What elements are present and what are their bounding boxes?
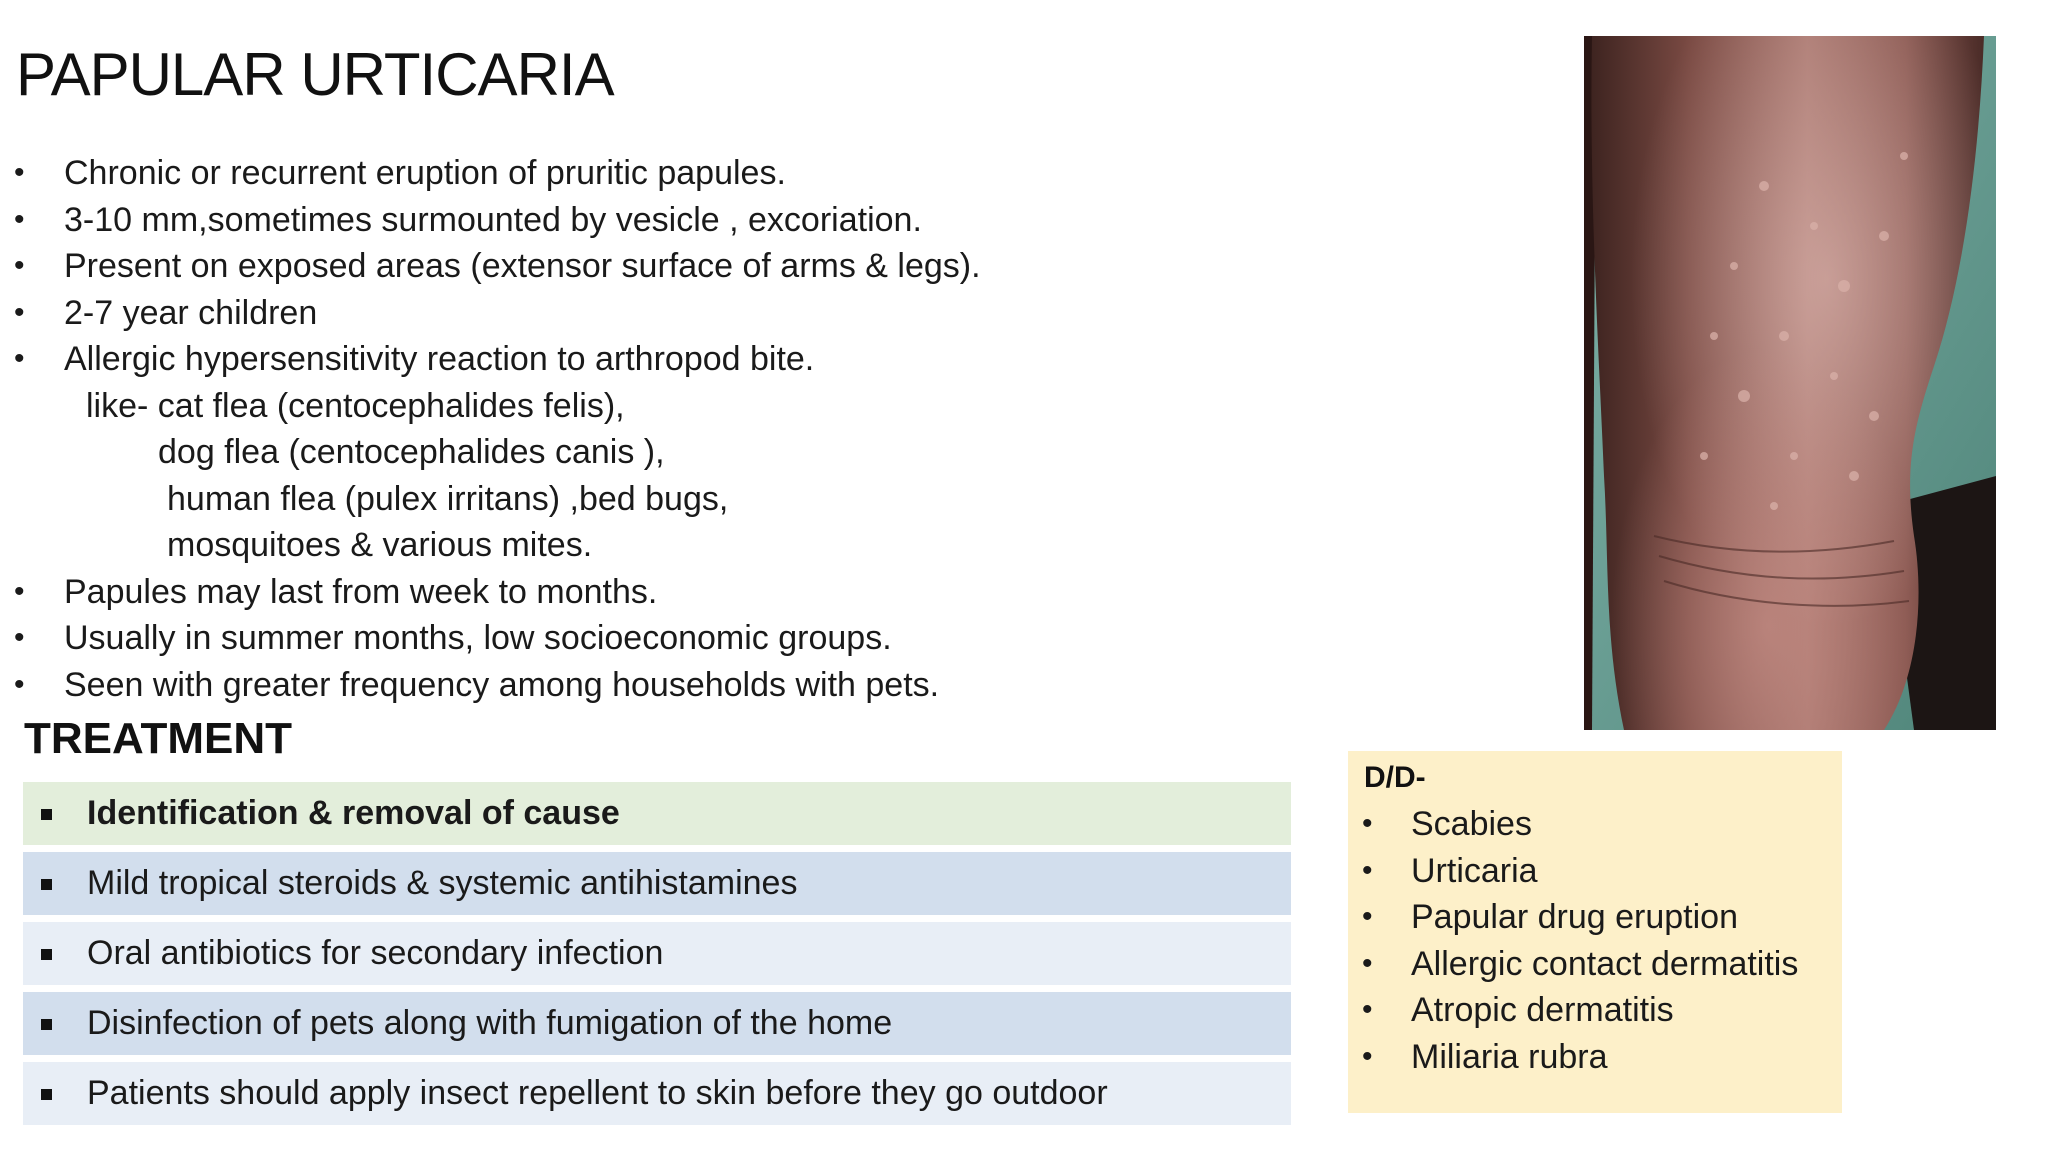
treatment-item bbox=[23, 852, 1291, 915]
bullet-marker: • bbox=[14, 249, 25, 282]
square-bullet-icon bbox=[41, 1089, 52, 1100]
bullet-marker: • bbox=[14, 342, 25, 375]
bullet-marker: • bbox=[14, 295, 25, 329]
square-bullet-icon bbox=[41, 879, 52, 890]
bullet-text: Papules may last from week to months. bbox=[64, 572, 658, 611]
bullet-marker: • bbox=[14, 156, 25, 189]
treatment-item bbox=[23, 782, 1291, 845]
bullet-subline bbox=[14, 429, 1074, 476]
treatment-item bbox=[23, 922, 1291, 985]
bullet-text: Allergic hypersensitivity reaction to arthropod bite. bbox=[64, 340, 815, 378]
bullet-marker: • bbox=[14, 621, 25, 654]
bullet-subline-text: human flea (pulex irritans) ,bed bugs, bbox=[167, 479, 729, 518]
bullet-subline bbox=[14, 383, 1074, 430]
clinical-photo-leg-papules bbox=[1584, 36, 1996, 730]
slide-title: PAPULAR URTICARIA bbox=[16, 41, 614, 108]
treatment-list bbox=[23, 782, 1291, 1132]
differential-diagnosis-box bbox=[1348, 751, 1842, 1113]
differential-item-text: Allergic contact dermatitis bbox=[1411, 944, 1799, 983]
bullet-marker: • bbox=[1362, 807, 1373, 840]
bullet-marker: • bbox=[1362, 900, 1373, 933]
bullet-line bbox=[14, 336, 1074, 383]
treatment-item bbox=[23, 1062, 1291, 1125]
differential-item-text: Urticaria bbox=[1411, 851, 1538, 890]
bullet-text: Seen with greater frequency among households with pets. bbox=[64, 665, 940, 704]
differential-item-text: Miliaria rubra bbox=[1411, 1037, 1608, 1076]
differential-item-text: Atropic dermatitis bbox=[1411, 991, 1674, 1029]
treatment-item-text: Identification & removal of cause bbox=[87, 794, 620, 832]
bullet-subline-text: dog flea (centocephalides canis ), bbox=[158, 433, 665, 471]
differential-diagnosis-heading: D/D- bbox=[1364, 761, 1426, 794]
bullet-text: 3-10 mm,sometimes surmounted by vesicle , excoriation. bbox=[64, 200, 922, 239]
leg-photo-illustration bbox=[1584, 36, 1996, 730]
bullet-subline bbox=[14, 476, 1074, 523]
bullet-marker: • bbox=[1362, 946, 1373, 980]
differential-item-text: Scabies bbox=[1411, 805, 1532, 843]
bullet-line bbox=[14, 662, 1074, 709]
differential-item-text: Papular drug eruption bbox=[1411, 898, 1739, 936]
treatment-item-text: Oral antibiotics for secondary infection bbox=[87, 934, 664, 972]
square-bullet-icon bbox=[41, 949, 52, 960]
bullet-text: Usually in summer months, low socioeconomic groups. bbox=[64, 619, 892, 657]
square-bullet-icon bbox=[41, 809, 52, 820]
bullet-text: Chronic or recurrent eruption of pruritic papules. bbox=[64, 154, 786, 192]
treatment-item-text: Mild tropical steroids & systemic antihistamines bbox=[87, 864, 798, 902]
bullet-marker: • bbox=[14, 667, 25, 701]
bullet-marker: • bbox=[14, 202, 25, 236]
treatment-heading: TREATMENT bbox=[24, 714, 293, 763]
bullet-line bbox=[14, 615, 1074, 662]
bullet-line bbox=[14, 243, 1074, 290]
bullet-marker: • bbox=[1362, 853, 1373, 887]
bullet-line bbox=[14, 569, 1074, 616]
bullet-line bbox=[14, 150, 1074, 197]
bullet-subline-text: mosquitoes & various mites. bbox=[167, 526, 593, 564]
bullet-subline-text: like- cat flea (centocephalides felis), bbox=[86, 386, 625, 425]
treatment-item-text: Disinfection of pets along with fumigation of the home bbox=[87, 1004, 893, 1042]
bullet-text: 2-7 year children bbox=[64, 293, 318, 332]
bullet-marker: • bbox=[1362, 1039, 1373, 1073]
bullet-marker: • bbox=[14, 574, 25, 608]
square-bullet-icon bbox=[41, 1019, 52, 1030]
treatment-item-text: Patients should apply insect repellent to skin before they go outdoor bbox=[87, 1074, 1108, 1112]
description-bullet-list bbox=[14, 150, 1074, 708]
treatment-item bbox=[23, 992, 1291, 1055]
bullet-line bbox=[14, 290, 1074, 337]
bullet-marker: • bbox=[1362, 993, 1373, 1026]
bullet-text: Present on exposed areas (extensor surface of arms & legs). bbox=[64, 247, 981, 285]
bullet-line bbox=[14, 197, 1074, 244]
bullet-subline bbox=[14, 522, 1074, 569]
